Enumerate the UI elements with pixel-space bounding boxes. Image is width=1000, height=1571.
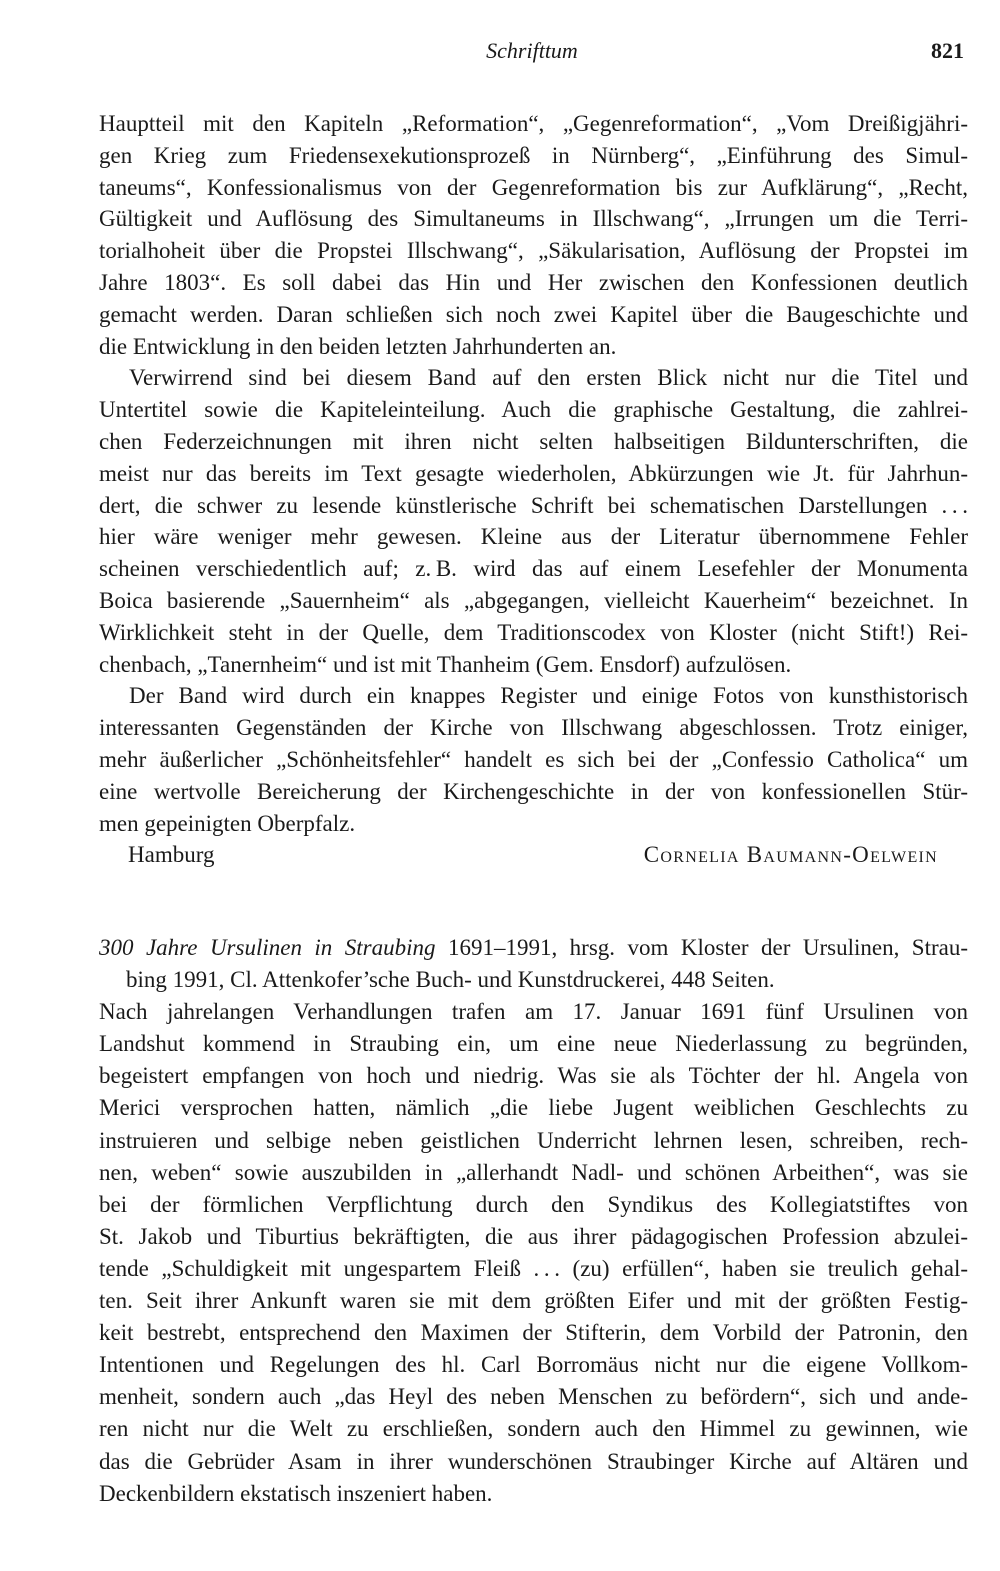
text-line: gen Krieg zum Friedensexekutionsprozeß in Nürnberg“, „Einführung des Simul- bbox=[99, 142, 968, 168]
text-line: men gepeinigten Oberpfalz. bbox=[99, 810, 356, 836]
text-line: mehr äußerlicher „Schönheitsfehler“ handelt es sich bei der „Confessio Catholica“ um bbox=[99, 746, 968, 772]
text-line: meist nur das bereits im Text gesagte wiederholen, Abkürzungen wie Jt. für Jahrhun- bbox=[99, 460, 968, 486]
text-line: Untertitel sowie die Kapiteleinteilung. Auch die graphische Gestaltung, die zahlrei- bbox=[99, 397, 968, 423]
text-line: Verwirrend sind bei diesem Band auf den ersten Blick nicht nur die Titel und bbox=[129, 365, 968, 391]
text-line: bei der förmlichen Verpflichtung durch den Syndikus des Kollegiatstiftes von bbox=[99, 1191, 968, 1217]
text-line: Wirklichkeit steht in der Quelle, dem Traditionscodex von Kloster (nicht Stift!) Rei- bbox=[99, 619, 968, 645]
text-line: scheinen verschiedentlich auf; z. B. wird das auf einem Lesefehler der Monumenta bbox=[99, 556, 968, 582]
page-number: 821 bbox=[931, 38, 964, 63]
book-citation bbox=[99, 932, 968, 996]
review-2-paragraph-1 bbox=[99, 996, 968, 1510]
text-line: Deckenbildern ekstatisch inszeniert haben. bbox=[99, 1480, 493, 1506]
text-line: taneums“, Konfessionalismus von der Gegenreformation bis zur Aufklärung“, „Recht, bbox=[99, 174, 968, 200]
review-1-paragraph-1 bbox=[99, 108, 968, 362]
running-title: Schrifttum bbox=[486, 38, 578, 63]
text-line: Hauptteil mit den Kapiteln „Reformation“, „Gegenreformation“, „Vom Dreißigjähri- bbox=[99, 111, 968, 136]
review-signature bbox=[99, 839, 968, 871]
text-line: instruieren und selbige neben geistlichen Underricht lehrnen lesen, schreiben, rech- bbox=[99, 1127, 968, 1153]
text-line: tende „Schuldigkeit mit ungespartem Fleiß . . . (zu) erfüllen“, haben sie treulich gehal- bbox=[99, 1255, 968, 1281]
review-1-paragraph-2 bbox=[99, 362, 968, 680]
text-line: Gültigkeit und Auflösung des Simultaneums in Illschwang“, „Irrungen um die Terri- bbox=[99, 206, 968, 232]
text-line: Jahre 1803“. Es soll dabei das Hin und Her zwischen den Konfessionen deutlich bbox=[99, 269, 968, 295]
review-1-paragraph-3 bbox=[99, 680, 968, 839]
signature-author: Cornelia Baumann-Oelwein bbox=[643, 842, 938, 868]
review-1 bbox=[99, 108, 968, 871]
text-line: die Entwicklung in den beiden letzten Jahrhunderten an. bbox=[99, 333, 617, 359]
text-line: Intentionen und Regelungen des hl. Carl Borromäus nicht nur die eigene Vollkom- bbox=[99, 1352, 968, 1378]
text-line: gemacht werden. Daran schließen sich noch zwei Kapitel über die Baugeschichte und bbox=[99, 301, 968, 327]
text-line: keit bestrebt, entsprechend den Maximen der Stifterin, dem Vorbild der Patronin, den bbox=[99, 1320, 968, 1346]
text-line: chen Federzeichnungen mit ihren nicht selten halbseitigen Bildunterschriften, die bbox=[99, 428, 968, 454]
text-line: ren nicht nur die Welt zu erschließen, sondern auch den Himmel zu gewinnen, wie bbox=[99, 1416, 968, 1442]
citation-details: 1691–1991, hrsg. vom Kloster der Ursulinen, Strau- bbox=[447, 935, 968, 960]
text-line: chenbach, „Tanernheim“ und ist mit Thanheim (Gem. Ensdorf) aufzulösen. bbox=[99, 651, 792, 677]
text-line: ten. Seit ihrer Ankunft waren sie mit dem größten Eifer und mit der größten Festig- bbox=[99, 1288, 968, 1314]
text-line: Merici versprochen hatten, nämlich „die liebe Jugent weiblichen Geschlechts zu bbox=[99, 1095, 968, 1121]
text-line: hier wäre weniger mehr gewesen. Kleine aus der Literatur übernommene Fehler bbox=[99, 524, 968, 550]
text-line: interessanten Gegenständen der Kirche von Illschwang abgeschlossen. Trotz einiger, bbox=[99, 715, 968, 741]
text-line: Der Band wird durch ein knappes Register und einige Fotos von kunsthistorisch bbox=[129, 683, 968, 709]
text-line: eine wertvolle Bereicherung der Kirchengeschichte in der von konfessionellen Stür- bbox=[99, 778, 968, 804]
citation-line-2: bing 1991, Cl. Attenkofer’sche Buch- und Kunstdruckerei, 448 Seiten. bbox=[126, 967, 775, 993]
text-line: das die Gebrüder Asam in ihrer wunderschönen Straubinger Kirche auf Altären und bbox=[99, 1448, 968, 1474]
text-line: begeistert empfangen von hoch und niedrig. Was sie als Töchter der hl. Angela von bbox=[99, 1063, 968, 1089]
book-title: 300 Jahre Ursulinen in Straubing bbox=[99, 935, 436, 960]
text-line: nen, weben“ sowie auszubilden in „allerhandt Nadl- und schönen Arbeithen“, was sie bbox=[99, 1159, 968, 1185]
review-2 bbox=[99, 932, 968, 1510]
text-line: menheit, sondern auch „das Heyl des neben Menschen zu befördern“, sich und ande- bbox=[99, 1384, 968, 1410]
text-line: Nach jahrelangen Verhandlungen trafen am 17. Januar 1691 fünf Ursulinen von bbox=[99, 999, 968, 1025]
citation-line-1 bbox=[99, 932, 968, 964]
signature-place: Hamburg bbox=[128, 842, 215, 868]
text-line: torialhoheit über die Propstei Illschwang“, „Säkularisation, Auflösung der Propstei im bbox=[99, 238, 968, 264]
text-line: St. Jakob und Tiburtius bekräftigten, die aus ihrer pädagogischen Profession abzulei- bbox=[99, 1223, 968, 1249]
text-line: Boica basierende „Sauernheim“ als „abgegangen, vielleicht Kauerheim“ bezeichnet. In bbox=[99, 587, 968, 613]
text-line: Landshut kommend in Straubing ein, um eine neue Niederlassung zu begründen, bbox=[99, 1031, 968, 1057]
text-line: dert, die schwer zu lesende künstlerische Schrift bei schematischen Darstellungen . . . bbox=[99, 492, 968, 518]
